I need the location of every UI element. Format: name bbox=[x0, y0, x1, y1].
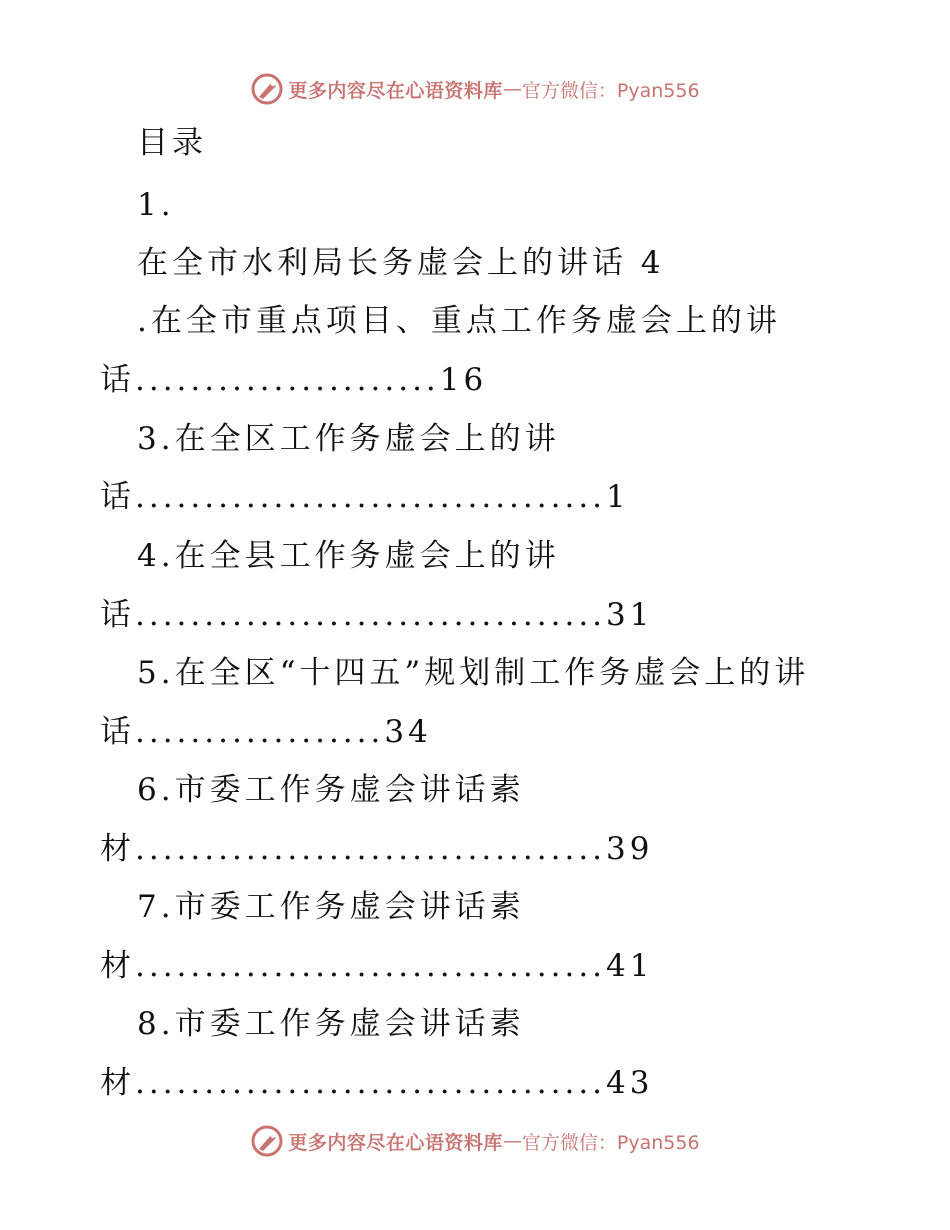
banner-brand-text: 更多内容尽在心语资料库 bbox=[288, 1131, 503, 1154]
toc-line: 材..................................41 bbox=[100, 948, 654, 984]
toc-line: 话......................16 bbox=[100, 362, 488, 398]
banner-wechat-text: 官方微信：Pyan556 bbox=[521, 1131, 700, 1154]
pen-nib-logo-icon bbox=[250, 1124, 284, 1158]
toc-line: 在全市水利局长务虚会上的讲话 4 bbox=[137, 245, 665, 281]
header-watermark bbox=[0, 72, 950, 106]
footer-watermark bbox=[0, 1124, 950, 1158]
toc-line: 6.市委工作务虚会讲话素 bbox=[137, 772, 525, 808]
banner-separator: — bbox=[502, 1130, 522, 1152]
toc-title: 目录 bbox=[137, 125, 207, 161]
banner-brand-text: 更多内容尽在心语资料库 bbox=[288, 79, 503, 102]
toc-line: 话..................................1 bbox=[100, 479, 630, 515]
toc-line: 4.在全县工作务虚会上的讲 bbox=[137, 538, 560, 574]
banner-wechat-text: 官方微信：Pyan556 bbox=[521, 79, 700, 102]
toc-line: 材..................................43 bbox=[100, 1065, 654, 1101]
toc-line: 3.在全区工作务虚会上的讲 bbox=[137, 421, 560, 457]
toc-line: 材..................................39 bbox=[100, 831, 654, 867]
toc-line: 1. bbox=[137, 187, 175, 223]
toc-line: 话..................34 bbox=[100, 714, 432, 750]
toc-line: 8.市委工作务虚会讲话素 bbox=[137, 1006, 525, 1042]
pen-nib-logo-icon bbox=[250, 72, 284, 106]
toc-line: 5.在全区“十四五”规划制工作务虚会上的讲 bbox=[137, 655, 810, 691]
banner-separator: — bbox=[502, 78, 522, 100]
toc-line: .在全市重点项目、重点工作务虚会上的讲 bbox=[137, 303, 781, 339]
toc-line: 话..................................31 bbox=[100, 597, 654, 633]
toc-line: 7.市委工作务虚会讲话素 bbox=[137, 889, 525, 925]
